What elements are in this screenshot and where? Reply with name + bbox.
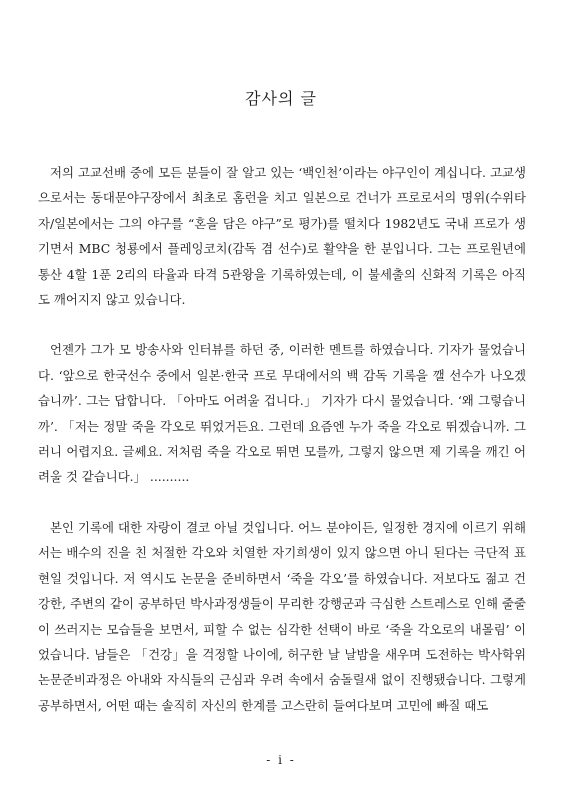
page-title: 감사의 글 — [245, 89, 317, 108]
paragraph-2: 언젠가 그가 모 방송사와 인터뷰를 하던 중, 이러한 멘트를 하였습니다. 기자가 물었습니다. ‘앞으로 한국선수 중에서 일본·한국 프로 무대에서의 백 감독 기록을 깰 선수가 나오겠습니까’. 그는 답합니다. 「아마도 어려울 겁니다.」 기자가 다시 물었습니다. ‘왜 그렇습니까’. 「저는 정말 죽을 각오로 뛰었거든요. 그런데 요즘엔 누가 죽을 각오로 뛰겠습니까. 그러니 어렵지요. 글쎄요. 저처럼 죽을 각오로 뛰면 모를까, 그렇지 않으면 제 기록을 깨긴 어려울 것 같습니다.」 .......... — [38, 342, 526, 485]
paragraph-1: 저의 고교선배 중에 모든 분들이 잘 알고 있는 ‘백인천’이라는 야구인이 계십니다. 고교생으로서는 동대문야구장에서 최초로 홈런을 치고 일본으로 건너가 프로로서의 명위(수위타자/일본에서는 그의 야구를 “혼을 담은 야구”로 평가)를 떨치다 1982년도 국내 프로가 생기면서 MBC 청룡에서 플레잉코치(감독 겸 선수)로 활약을 한 분입니다. 그는 프로원년에 통산 4할 1푼 2리의 타율과 타격 5관왕을 기록하였는데, 이 불세출의 신화적 기록은 아직도 깨어지지 않고 있습니다. — [38, 165, 526, 308]
page-number: - i - — [266, 753, 296, 767]
paragraph-3: 본인 기록에 대한 자랑이 결코 아닐 것입니다. 어느 분야이든, 일정한 경지에 이르기 위해서는 배수의 진을 친 처절한 각오와 치열한 자기희생이 있지 않으면 아니 된다는 극단적 표현일 것입니다. 저 역시도 논문을 준비하면서 ‘죽을 각오’를 하였습니다. 저보다도 젊고 건강한, 주변의 같이 공부하던 박사과정생들이 무리한 강행군과 극심한 스트레스로 인해 줄줄이 쓰러지는 모습들을 보면서, 피할 수 없는 심각한 선택이 바로 ‘죽을 각오로의 내몰림’ 이었습니다. 남들은 「건강」을 걱정할 나이에, 허구한 날 날밤을 새우며 도전하는 박사학위 논문준비과정은 아내와 자식들의 근심과 우려 속에서 숨돌릴새 없이 진행됐습니다. 그렇게 공부하면서, 어떤 때는 솔직히 자신의 한계를 고스란히 들여다보며 고민에 빠질 때도 — [38, 519, 526, 713]
body-text — [38, 160, 526, 718]
